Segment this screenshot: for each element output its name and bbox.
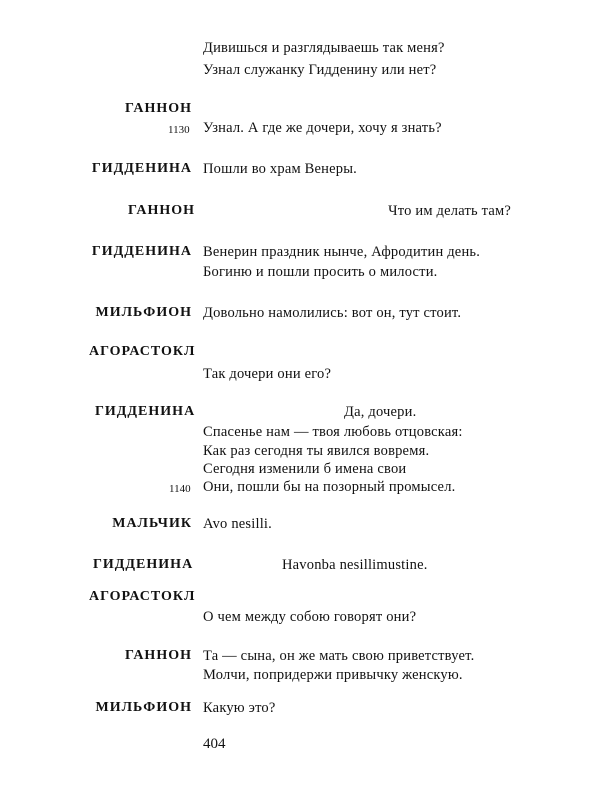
verse-line: Какую это? [203,700,276,716]
verse-line: Avo nesilli. [203,516,272,532]
speaker-name: МАЛЬЧИК [112,516,192,531]
verse-line: Венерин праздник нынче, Афродитин день. [203,244,481,260]
speaker-name: АГОРАСТОКЛ [89,344,196,359]
speaker-name: ГИДДЕНИНА [91,244,192,259]
verse-line: Как раз сегодня ты явился вовремя. [203,443,430,459]
verse-line: Пошли во храм Венеры. [203,161,357,177]
page-number: 404 [203,736,226,752]
verse-line: Узнал служанку Гидденину или нет? [203,62,437,78]
verse-line: Они, пошли бы на позорный промысел. [203,479,456,495]
verse-line: Богиню и пошли просить о милости. [203,264,438,280]
verse-line: Та — сына, он же мать свою приветствует. [203,648,475,664]
verse-line: Узнал. А где же дочери, хочу я знать? [203,120,442,136]
verse-line: Так дочери они его? [203,366,332,382]
speaker-name: ГАННОН [125,101,193,116]
verse-line: Дивишься и разглядываешь так меня? [203,40,445,56]
speaker-name: ГАННОН [128,203,196,218]
line-number: 1130 [168,124,190,136]
verse-line: Спасенье нам — твоя любовь отцовская: [203,424,463,440]
verse-line: Довольно намолились: вот он, тут стоит. [203,305,462,321]
verse-line: Сегодня изменили б имена свои [203,461,407,477]
speaker-name: ГИДДЕНИНА [93,557,194,572]
verse-line: О чем между собою говорят они? [203,609,417,625]
speaker-name: МИЛЬФИОН [95,305,192,320]
speaker-name: АГОРАСТОКЛ [89,589,196,604]
speaker-name: МИЛЬФИОН [95,700,192,715]
speaker-name: ГАННОН [124,648,192,663]
verse-line: Havonba nesillimustine. [282,557,428,573]
speaker-name: ГИДДЕНИНА [95,404,196,419]
speaker-name: ГИДДЕНИНА [91,161,192,176]
verse-line: Что им делать там? [388,203,511,219]
line-number: 1140 [169,483,191,495]
verse-line: Да, дочери. [344,404,417,420]
verse-line: Молчи, попридержи привычку женскую. [203,667,463,683]
